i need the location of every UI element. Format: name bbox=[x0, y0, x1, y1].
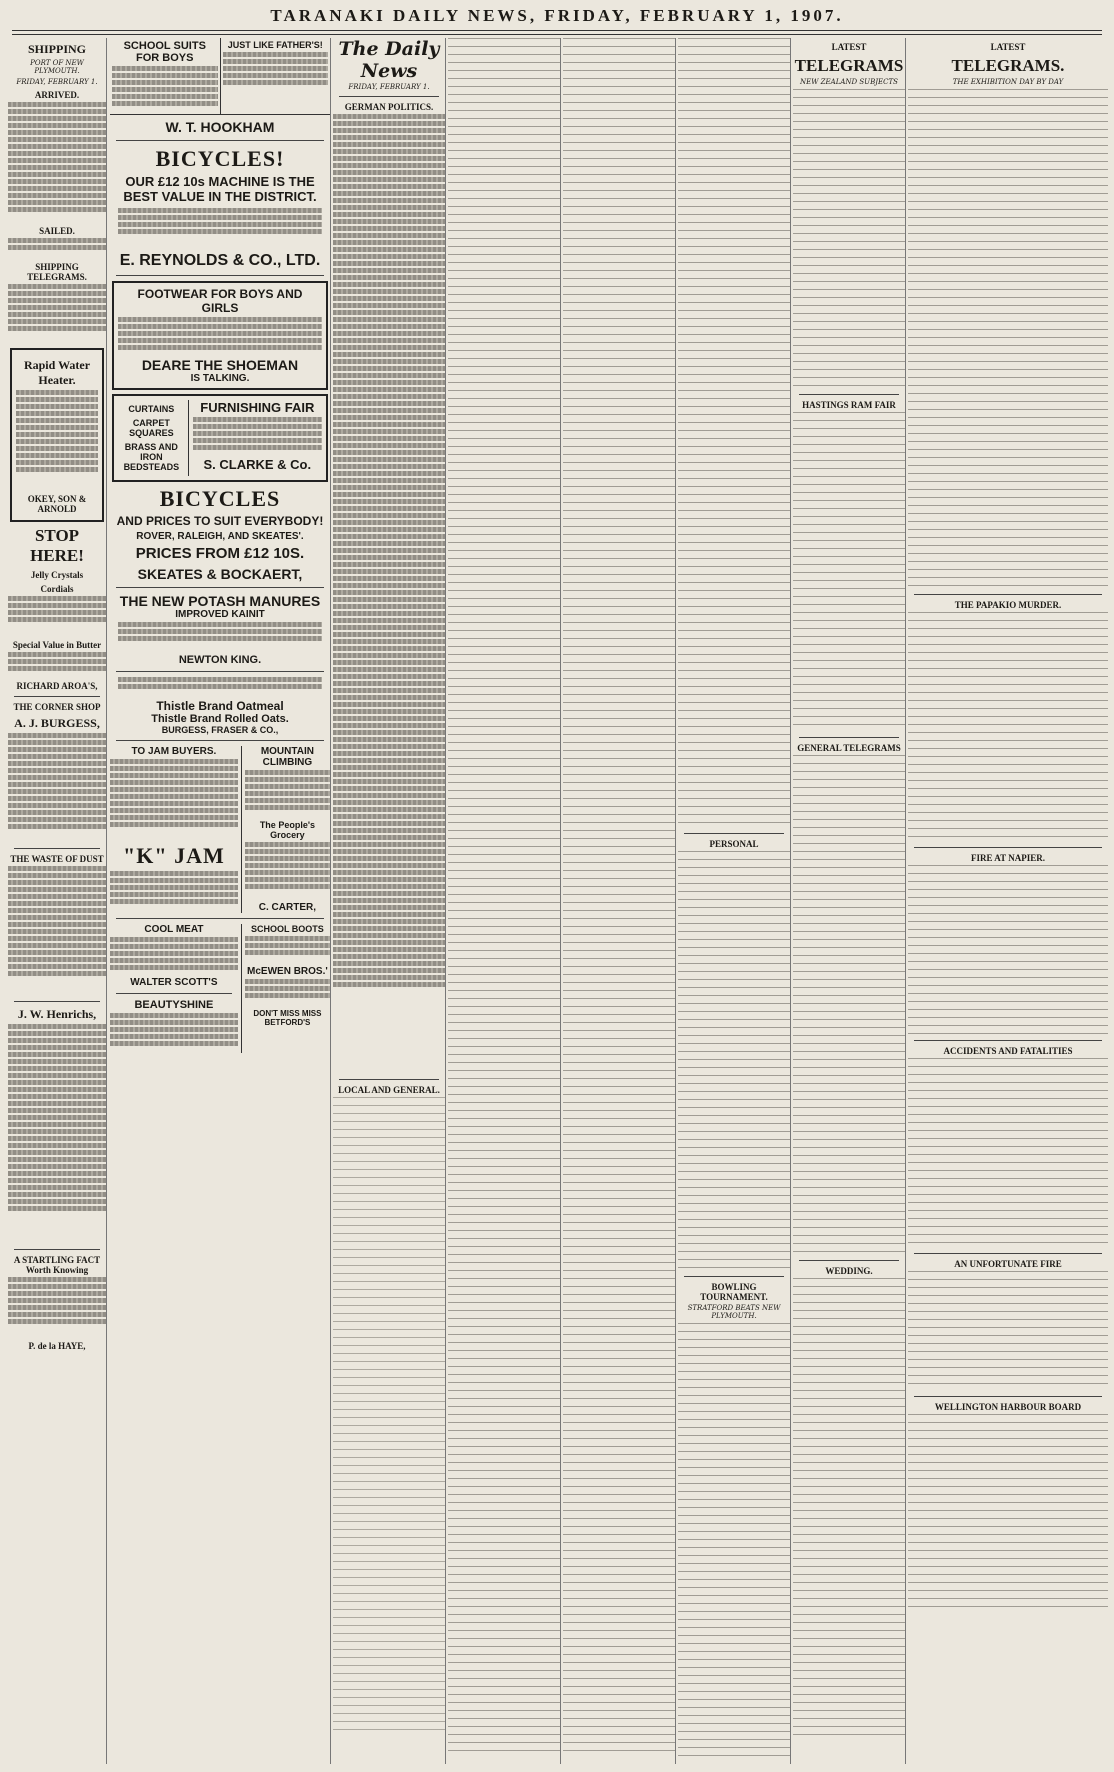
heater-ad bbox=[10, 348, 104, 522]
column-2-ads bbox=[110, 38, 331, 1764]
exhibition-sub: THE EXHIBITION DAY BY DAY bbox=[952, 78, 1064, 86]
column-6 bbox=[678, 38, 791, 1764]
furnishing-fair: FURNISHING FAIR bbox=[200, 400, 315, 415]
stop-here: STOP HERE! bbox=[30, 526, 84, 565]
cordials: Cordials bbox=[40, 584, 74, 594]
date-line: FRIDAY, FEBRUARY 1. bbox=[16, 78, 98, 86]
masthead-rule bbox=[12, 30, 1102, 31]
furnishing-ad bbox=[112, 394, 328, 482]
beautyshine: BEAUTYSHINE bbox=[134, 999, 214, 1011]
rolled-oats: Thistle Brand Rolled Oats. bbox=[151, 713, 289, 725]
butter: Special Value in Butter bbox=[12, 640, 102, 650]
startling: A STARTLING FACT Worth Knowing bbox=[13, 1255, 101, 1275]
rover: ROVER, RALEIGH, AND SKEATES'. bbox=[136, 531, 304, 542]
burgess: A. J. BURGESS, bbox=[14, 716, 100, 730]
column-8 bbox=[908, 38, 1108, 1764]
curtains: CURTAINS bbox=[128, 404, 175, 414]
column-5 bbox=[563, 38, 676, 1764]
burgess-fraser: BURGESS, FRASER & CO., bbox=[161, 725, 279, 735]
pdehaye: P. de la HAYE, bbox=[28, 1341, 86, 1351]
accidents-fatalities: ACCIDENTS AND FATALITIES bbox=[943, 1046, 1073, 1056]
shipping-telegrams: SHIPPING TELEGRAMS. bbox=[27, 262, 87, 282]
reynolds: E. REYNOLDS & CO., LTD. bbox=[119, 252, 321, 269]
mountain: MOUNTAIN CLIMBING bbox=[260, 746, 314, 768]
papakio-murder: THE PAPAKIO MURDER. bbox=[954, 600, 1062, 610]
shipping-title: SHIPPING bbox=[27, 42, 86, 56]
k-jam: "K" JAM bbox=[123, 843, 225, 868]
prices12: PRICES FROM £12 10S. bbox=[135, 545, 305, 562]
school-boots: SCHOOL BOOTS bbox=[250, 924, 324, 934]
personal-heading: PERSONAL bbox=[709, 839, 759, 849]
footwear-title: FOOTWEAR FOR BOYS AND GIRLS bbox=[137, 287, 303, 315]
cool-meat: COOL MEAT bbox=[144, 924, 204, 935]
masthead-rule-2 bbox=[12, 34, 1102, 35]
arrived-heading: ARRIVED. bbox=[34, 90, 80, 100]
arrived-text bbox=[8, 102, 106, 222]
carpet-squares: CARPET SQUARES bbox=[129, 418, 174, 438]
hookham: W. T. HOOKHAM bbox=[165, 119, 275, 135]
bicycles-heading: BICYCLES! bbox=[155, 146, 285, 171]
telegrams-1-sub: NEW ZEALAND SUBJECTS bbox=[800, 78, 898, 86]
harbour-board: WELLINGTON HARBOUR BOARD bbox=[934, 1402, 1082, 1412]
prices-suit: AND PRICES TO SUIT EVERYBODY! bbox=[116, 514, 324, 528]
footwear-ad bbox=[112, 281, 328, 390]
wedding-heading: WEDDING. bbox=[825, 1266, 873, 1276]
telegrams-2: TELEGRAMS. bbox=[951, 56, 1065, 75]
unfortunate-fire: AN UNFORTUNATE FIRE bbox=[954, 1259, 1062, 1269]
oatmeal: Thistle Brand Oatmeal bbox=[156, 699, 284, 713]
jam-buyers: TO JAM BUYERS. bbox=[131, 746, 217, 757]
port-line: PORT OF NEW PLYMOUTH. bbox=[30, 59, 84, 75]
column-7 bbox=[793, 38, 906, 1764]
talking: IS TALKING. bbox=[190, 373, 250, 384]
bicycles-2: BICYCLES bbox=[159, 486, 281, 511]
heater-maker: OKEY, SON & ARNOLD bbox=[27, 494, 87, 514]
deare-shoeman: DEARE THE SHOEMAN bbox=[141, 357, 299, 373]
machine-headline: OUR £12 10s MACHINE IS THE BEST VALUE IN THE DISTRICT. bbox=[123, 174, 317, 204]
heater-title: Rapid Water Heater. bbox=[23, 358, 91, 387]
newton-king: NEWTON KING. bbox=[178, 654, 262, 666]
editorial-date: FRIDAY, FEBRUARY 1. bbox=[348, 83, 430, 91]
jelly: Jelly Crystals bbox=[30, 570, 84, 580]
bedsteads: BRASS AND IRON BEDSTEADS bbox=[123, 442, 180, 472]
daily-news-title: The Daily News bbox=[338, 38, 440, 82]
potash: THE NEW POTASH MANURES bbox=[119, 593, 321, 609]
skeates: SKEATES & BOCKAERT, bbox=[137, 566, 303, 582]
roa: RICHARD AROA'S, bbox=[16, 681, 98, 691]
fire-napier: FIRE AT NAPIER. bbox=[971, 853, 1045, 863]
mcewen: McEWEN BROS.' bbox=[247, 966, 328, 977]
peoples-grocery: The People's Grocery bbox=[259, 820, 315, 840]
waste: THE WASTE OF DUST bbox=[10, 854, 104, 864]
bowling-sub: STRATFORD BEATS NEW PLYMOUTH. bbox=[687, 1304, 781, 1320]
latest-1: LATEST bbox=[831, 42, 867, 52]
corner-shop: THE CORNER SHOP bbox=[13, 702, 101, 712]
fathers: JUST LIKE FATHER'S! bbox=[227, 40, 323, 50]
walter-scott: WALTER SCOTT'S bbox=[130, 977, 218, 988]
kainit: IMPROVED KAINIT bbox=[175, 609, 265, 620]
local-general: LOCAL AND GENERAL. bbox=[338, 1085, 440, 1095]
hastings-ram-fair: HASTINGS RAM FAIR bbox=[802, 400, 896, 410]
miss-betford: DON'T MISS MISS BETFORD'S bbox=[253, 1009, 322, 1027]
henrichs: J. W. Henrichs, bbox=[17, 1007, 97, 1021]
latest-2: LATEST bbox=[990, 42, 1026, 52]
masthead: TARANAKI DAILY NEWS, FRIDAY, FEBRUARY 1, 1907. bbox=[270, 6, 844, 25]
german-politics: GERMAN POLITICS. bbox=[344, 102, 434, 112]
carter: C. CARTER, bbox=[258, 902, 317, 913]
s-clarke: S. CLARKE & Co. bbox=[203, 457, 312, 472]
bowling-heading: BOWLING TOURNAMENT. bbox=[700, 1282, 768, 1302]
column-4 bbox=[448, 38, 561, 1764]
school-suits: SCHOOL SUITS FOR BOYS bbox=[123, 40, 206, 64]
general-telegrams: GENERAL TELEGRAMS bbox=[797, 743, 901, 753]
sailed-heading: SAILED. bbox=[39, 226, 75, 236]
telegrams-1: TELEGRAMS bbox=[794, 56, 904, 75]
column-1 bbox=[8, 38, 107, 1764]
column-3 bbox=[333, 38, 446, 1764]
